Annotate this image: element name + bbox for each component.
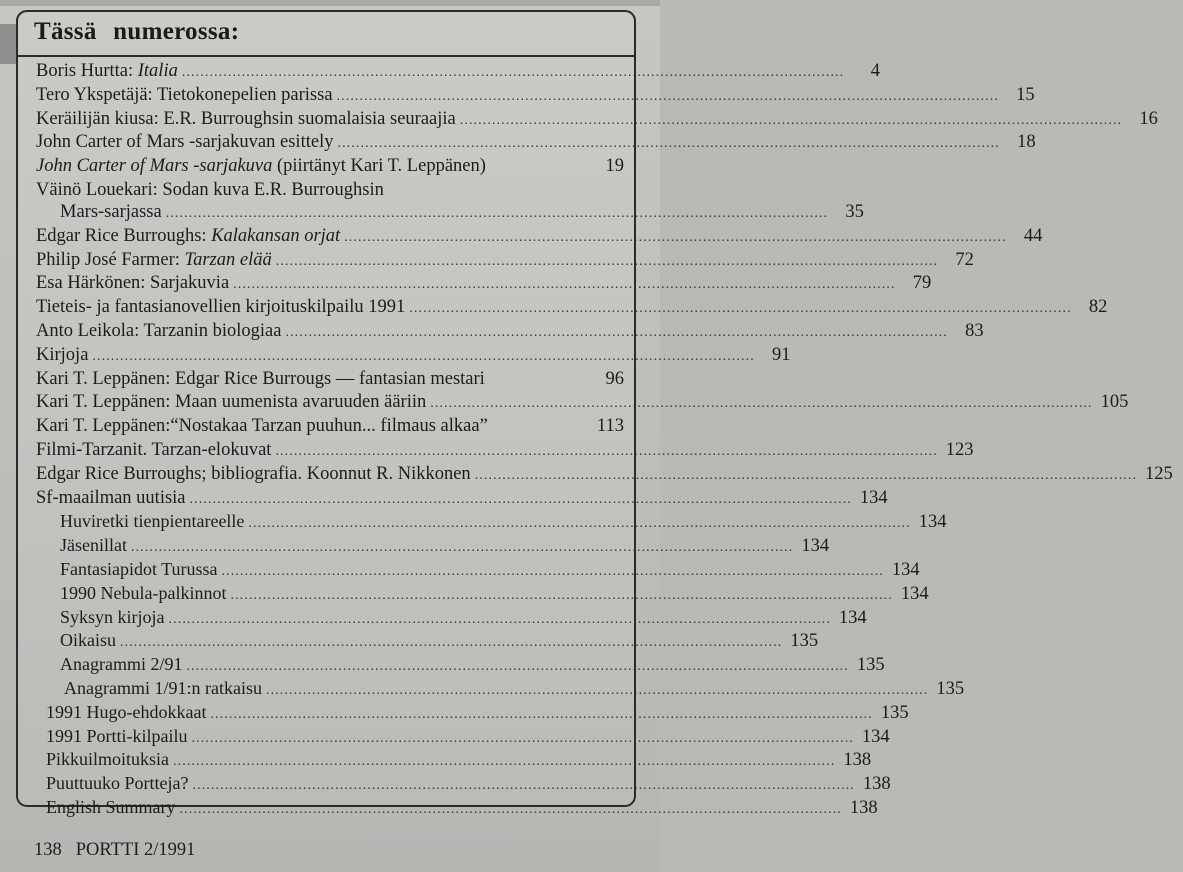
toc-entry-title-part: Tieteis- ja fantasianovellien kirjoituskilpailu 1991 — [36, 297, 406, 318]
dot-leader — [285, 321, 945, 345]
dot-leader — [430, 392, 1090, 416]
toc-entry-title — [60, 201, 162, 225]
toc-entry-page-number: 135 — [790, 631, 819, 652]
toc-entry-title — [36, 487, 186, 511]
toc-entry-page-number: 96 — [605, 368, 624, 389]
toc-entry-title — [46, 772, 189, 796]
toc-entry-title-italic: Tarzan elää — [184, 249, 272, 270]
toc-entry-page-number: 18 — [1017, 132, 1036, 153]
toc-entry-title-part: Oikaisu — [60, 630, 116, 651]
dot-leader — [266, 679, 926, 703]
toc-entry-page-number: 35 — [845, 201, 864, 222]
toc-entry-title — [46, 701, 206, 725]
top-edge-strip — [0, 0, 660, 6]
toc-entry-page-number: 134 — [891, 559, 920, 580]
dot-leader — [131, 536, 791, 560]
toc-entry — [18, 510, 947, 534]
toc-entry-page-number: 134 — [861, 726, 890, 747]
toc-entry-page-number: 15 — [1016, 84, 1035, 105]
toc-entry — [18, 249, 974, 273]
toc-entry-title-italic: John Carter of Mars -sarjakuva — [36, 156, 273, 177]
toc-entry-title-part: Tero Ykspetäjä: Tietokonepelien parissa — [36, 84, 333, 105]
dot-leader — [169, 608, 829, 632]
toc-entry-title — [36, 415, 488, 439]
toc-entry-title-part: 1991 Hugo-ehdokkaat — [46, 701, 207, 722]
toc-entry-page-number: 105 — [1100, 392, 1129, 413]
toc-entry-title — [36, 249, 272, 273]
toc-entry-title — [36, 344, 88, 368]
toc-entry-page-number: 138 — [862, 774, 891, 795]
toc-entry-page-number: 19 — [605, 156, 624, 177]
toc-entry-title-italic: Italia — [137, 61, 178, 81]
toc-entry — [18, 320, 984, 344]
toc-entry-title — [60, 558, 218, 582]
toc-entry — [18, 272, 932, 296]
toc-entry-title-part: English Summary — [46, 796, 176, 817]
toc-entry-title — [60, 582, 226, 606]
toc-entry-title — [36, 296, 405, 320]
dot-leader — [248, 512, 908, 536]
toc-entry-title-part: Mars-sarjassa — [60, 201, 162, 222]
toc-entry-title-part: (piirtänyt Kari T. Leppänen) — [272, 156, 486, 177]
toc-entry-page-number: 135 — [880, 702, 909, 723]
toc-entry — [18, 606, 867, 630]
toc-entry — [18, 677, 965, 701]
toc-entry — [18, 391, 1129, 415]
toc-entry-title — [36, 84, 333, 108]
dot-leader — [173, 750, 833, 774]
dot-leader — [210, 703, 870, 727]
dot-leader — [230, 584, 890, 608]
toc-entry-page-number: 83 — [965, 320, 984, 341]
toc-entry-title-part: Esa Härkönen: Sarjakuvia — [36, 273, 230, 294]
toc-entry-title-part: Syksyn kirjoja — [60, 606, 165, 627]
toc-entry-page-number: 134 — [801, 536, 830, 557]
toc-entry-title-part: Väinö Louekari: Sodan kuva E.R. Burroughsin — [36, 179, 384, 200]
toc-entry — [18, 629, 819, 653]
toc-entry-title-part: Anagrammi 1/91:n ratkaisu — [64, 677, 262, 698]
toc-entry-page-number: 123 — [945, 439, 974, 460]
toc-entry-title-part: Jäsenillat — [60, 535, 127, 556]
toc-entry-title — [36, 60, 178, 84]
toc-entry-title — [64, 677, 262, 701]
dot-leader — [344, 226, 1004, 250]
page-footer — [34, 840, 195, 861]
dot-leader — [92, 345, 752, 369]
toc-entry-page-number: 16 — [1139, 108, 1158, 129]
toc-entry-page-number: 138 — [843, 750, 872, 771]
toc-entry-page-number: 44 — [1023, 225, 1043, 246]
toc-entry — [18, 439, 974, 463]
toc-entry — [18, 60, 880, 84]
dot-leader — [275, 440, 935, 464]
toc-entry-title — [46, 725, 188, 749]
toc-entry-page-number: 135 — [856, 655, 885, 676]
toc-entry — [18, 201, 864, 225]
toc-entry-title — [60, 534, 127, 558]
toc-entry — [18, 344, 791, 368]
toc-entry-title-part: Huviretki tienpientareelle — [60, 511, 245, 532]
toc-entry-title-part: 1990 Nebula-palkinnot — [60, 582, 227, 603]
toc-entry-title-part: Philip José Farmer: — [36, 249, 185, 270]
toc-entry-title-part: Kari T. Leppänen:“Nostakaa Tarzan puuhun... filmaus alkaa” — [36, 416, 488, 437]
toc-entry-page-number: 138 — [849, 797, 878, 818]
toc-entry-page-number: 4 — [870, 61, 880, 81]
toc-entry-title — [36, 108, 456, 132]
toc-entry-title-part: Kari T. Leppänen: Maan uumenista avaruuden ääriin — [36, 392, 427, 413]
toc-entry — [18, 534, 830, 558]
toc-entry-title-part: Edgar Rice Burroughs; bibliografia. Koonnut R. Nikkonen — [36, 463, 471, 484]
toc-entry — [18, 701, 909, 725]
toc-entry-page-number: 134 — [918, 512, 947, 533]
toc-entry-title-part: Sf-maailman uutisia — [36, 487, 186, 508]
footer-page-number: 138 — [34, 840, 62, 860]
toc-entry-title-part: Puuttuuko Portteja? — [46, 773, 189, 794]
dot-leader — [182, 61, 842, 85]
toc-entry-title — [36, 439, 271, 463]
toc-list — [18, 60, 1173, 820]
toc-entry-title-part: Kari T. Leppänen: Edgar Rice Burrougs — fantasian mestari — [36, 368, 485, 389]
toc-entry-page-number: 134 — [859, 487, 888, 508]
toc-entry-title — [46, 796, 176, 820]
toc-entry-title-part: Pikkuilmoituksia — [46, 749, 170, 770]
toc-entry-title — [46, 748, 169, 772]
dot-leader — [337, 132, 997, 156]
toc-entry-title — [36, 391, 426, 415]
toc-entry-title-italic: Kalakansan orjat — [211, 225, 341, 246]
side-tab-marker — [0, 24, 16, 64]
toc-entry-title — [60, 653, 182, 677]
toc-entry-title-part: Anto Leikola: Tarzanin biologiaa — [36, 320, 282, 341]
dot-leader — [166, 202, 826, 226]
toc-entry-page-number: 125 — [1145, 463, 1173, 484]
dot-leader — [180, 798, 840, 822]
toc-entry-title-part: John Carter of Mars -sarjakuvan esittely — [36, 132, 334, 153]
dot-leader — [337, 85, 997, 109]
table-of-contents-box — [16, 10, 1173, 818]
toc-entry-title — [36, 131, 333, 155]
toc-entry — [18, 368, 634, 392]
toc-entry — [18, 772, 891, 796]
dot-leader — [120, 631, 780, 655]
toc-entry-title-part: Edgar Rice Burroughs: — [36, 225, 212, 246]
dot-leader — [233, 273, 893, 297]
toc-entry — [18, 415, 634, 439]
toc-entry — [18, 487, 888, 511]
toc-entry-title — [60, 629, 116, 653]
dot-leader — [475, 464, 1135, 488]
toc-entry-page-number: 134 — [900, 583, 929, 604]
toc-entry — [18, 725, 890, 749]
toc-entry-page-number: 135 — [936, 678, 965, 699]
toc-entry-title-part: Boris Hurtta: — [36, 61, 138, 81]
toc-entry-page-number: 91 — [772, 344, 791, 365]
toc-entry — [18, 179, 634, 201]
toc-entry — [18, 748, 872, 772]
toc-entry-page-number: 113 — [596, 416, 624, 437]
dot-leader — [190, 488, 850, 512]
toc-entry-title-part: Fantasiapidot Turussa — [60, 558, 218, 579]
toc-entry — [18, 796, 878, 820]
toc-entry — [18, 108, 1158, 132]
toc-entry — [18, 653, 885, 677]
toc-entry-page-number: 134 — [838, 607, 867, 628]
toc-entry-title-part: Filmi-Tarzanit. Tarzan-elokuvat — [36, 439, 272, 460]
toc-entry-title — [36, 225, 340, 249]
toc-entry-title — [36, 463, 471, 487]
toc-entry — [18, 558, 920, 582]
toc-entry — [18, 131, 1036, 155]
toc-entry-title — [36, 155, 486, 179]
toc-entry-title-part: Keräilijän kiusa: E.R. Burroughsin suomalaisia seuraajia — [36, 108, 456, 129]
toc-entry-title — [60, 510, 244, 534]
toc-entry-page-number: 72 — [955, 249, 974, 270]
toc-entry — [18, 225, 1043, 249]
toc-entry-title — [36, 179, 384, 201]
toc-entry — [18, 296, 1108, 320]
toc-entry-title — [60, 606, 165, 630]
toc-entry — [18, 84, 1035, 108]
toc-entry-title — [36, 272, 229, 296]
dot-leader — [193, 774, 853, 798]
toc-entry-page-number: 79 — [912, 273, 932, 294]
toc-entry-title-part: 1991 Portti-kilpailu — [46, 725, 188, 746]
toc-entry — [18, 155, 634, 179]
toc-entry — [18, 582, 929, 606]
toc-entry-title — [36, 320, 281, 344]
footer-magazine-issue: PORTTI 2/1991 — [75, 840, 196, 860]
dot-leader — [222, 560, 882, 584]
toc-entry-page-number: 82 — [1088, 297, 1108, 318]
toc-entry-title-part: Anagrammi 2/91 — [60, 654, 183, 675]
title-divider — [18, 55, 634, 57]
toc-title: Tässä numerossa: — [34, 18, 240, 45]
dot-leader — [186, 655, 846, 679]
toc-entry-title — [36, 368, 485, 392]
dot-leader — [276, 250, 936, 274]
dot-leader — [460, 109, 1120, 133]
toc-entry — [18, 463, 1173, 487]
toc-entry-title-part: Kirjoja — [36, 344, 89, 365]
dot-leader — [192, 727, 852, 751]
dot-leader — [409, 297, 1069, 321]
